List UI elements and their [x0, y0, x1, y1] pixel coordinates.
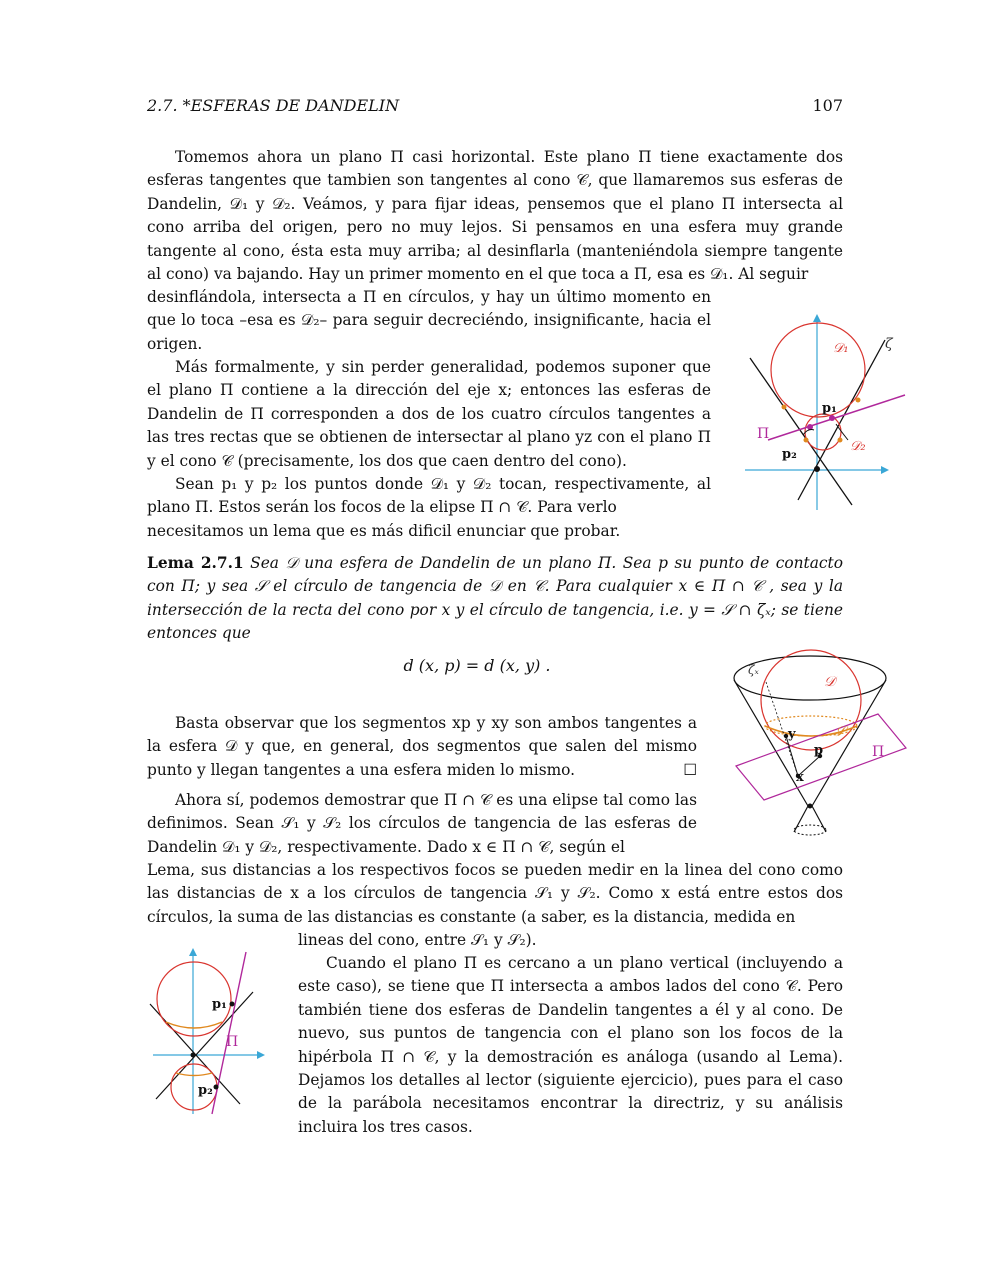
label-s: 𝒮	[834, 724, 845, 740]
running-header	[147, 96, 843, 120]
label-zeta-x: ζₓ	[748, 663, 759, 677]
tangency-circle-lower	[176, 1073, 212, 1076]
paragraph-4-tail: lineas del cono, entre 𝒮₁ y 𝒮₂).	[298, 931, 537, 949]
figure-hyperbola-case	[148, 944, 273, 1119]
tangent-point-orange	[804, 438, 809, 443]
label-p2: p₂	[782, 447, 797, 462]
sphere-d1	[771, 323, 865, 417]
paragraph-5: Cuando el plano Π es cercano a un plano vertical (incluyendo a este caso), se tiene que Π intersecta a ambos lados del cono 𝒞. Pero también tiene dos esferas de Dandelin tangentes a él y al cono. De nuevo, sus puntos de tangencia con el plano son los focos de la hipérbola Π ∩ 𝒞, y la demostración es análoga (usando al Lema). Dejamos los detalles al lector (siguiente ejercicio), pues para el caso de la parábola necesitamos encontrar la directriz, y su análisis incluira los tres casos.	[298, 954, 843, 1136]
paragraph-1: Tomemos ahora un plano Π casi horizontal. Este plano Π tiene exactamente dos esferas tangentes que tambien son tangentes al cono 𝒞, que llamaremos sus esferas de Dandelin, 𝒟₁ y 𝒟₂. Veámos, y para fijar ideas, pensemos que el plano Π intersecta al cono arriba del origen, pero no muy lejos. Si pensamos en una esfera muy grande tangente al cono, ésta esta muy arriba; al desinflarla (manteniéndola siempre tangente al cono) va bajando. Hay un primer momento en el que toca a Π, esa es 𝒟₁. Al seguir	[147, 148, 843, 284]
proof	[147, 712, 697, 782]
x-axis-arrow-icon	[881, 466, 889, 474]
label-zeta: ζ	[885, 336, 893, 352]
paragraph-2: Más formalmente, y sin perder generalidad, podemos suponer que el plano Π contiene a la dirección del eje x; entonces las esferas de Dandelin de Π corresponden a dos de los cuatro círculos tangentes a las tres rectas que se obtienen de intersectar al plano yz con el plano Π y el cono 𝒞 (precisamente, los dos que caen dentro del cono).	[147, 358, 711, 470]
label-pi: Π	[872, 744, 885, 760]
label-p2: p₂	[198, 1083, 213, 1098]
paragraph-4-continued: Lema, sus distancias a los respectivos focos se pueden medir en la linea del cono como las distancias de x a los círculos de tangencia 𝒮₁ y 𝒮₂. Como x está entre estos dos círculos, la suma de las distancias es constante (a saber, es la distancia, medida en	[147, 861, 843, 926]
cone-side-left	[734, 680, 808, 806]
qed-symbol: ☐	[683, 760, 697, 779]
label-pi: Π	[757, 426, 770, 442]
paragraph-4: Ahora sí, podemos demostrar que Π ∩ 𝒞 es una elipse tal como las definimos. Sean 𝒮₁ y 𝒮₂ los círculos de tangencia de las esferas de Dandelin 𝒟₁ y 𝒟₂, respectivamente. Dado x ∈ Π ∩ 𝒞, según el	[147, 791, 697, 856]
arrow-d2	[836, 424, 848, 440]
page-number: 107	[812, 96, 843, 115]
paragraph-3: Sean p₁ y p₂ los puntos donde 𝒟₁ y 𝒟₂ tocan, respectivamente, al plano Π. Estos serán los focos de la elipse Π ∩ 𝒞. Para verlo	[147, 475, 711, 517]
label-y: y	[788, 727, 796, 742]
label-d2: 𝒟₂	[850, 439, 866, 454]
lemma-text: Sea 𝒟 una esfera de Dandelin de un plano Π. Sea p su punto de contacto con Π; y sea 𝒮 el círculo de tangencia de 𝒟 en 𝒞. Para cualquier x ∈ Π ∩ 𝒞 , sea y la intersección de la recta del cono por x y el círculo de tangencia, i.e. y = 𝒮 ∩ ζₓ; se tiene entonces que	[147, 554, 843, 643]
paragraph-3-continued: necesitamos un lema que es más dificil enunciar que probar.	[147, 522, 621, 540]
cone-line-right	[798, 340, 885, 500]
paragraph-1-continued: desinflándola, intersecta a Π en círculos, y hay un último momento en que lo toca –esa es 𝒟₂– para seguir decreciéndo, insignificante, hacia el origen.	[147, 288, 711, 353]
label-d: 𝒟	[824, 674, 836, 690]
label-x: x	[796, 770, 804, 785]
tangency-circle-upper	[166, 1022, 222, 1028]
label-d1: 𝒟₁	[833, 341, 849, 356]
cone-side-right	[812, 680, 886, 806]
lemma	[147, 552, 843, 646]
cone-apex-point	[808, 804, 813, 809]
origin-point	[191, 1053, 196, 1058]
plane-pi-line	[212, 952, 246, 1114]
proof-text: Basta observar que los segmentos xp y xy son ambos tangentes a la esfera 𝒟 y que, en general, dos segmentos que salen del mismo punto y llegan tangentes a una esfera miden lo mismo.	[147, 714, 697, 779]
label-p1: p₁	[822, 401, 837, 416]
y-axis-arrow-icon	[813, 314, 821, 322]
cone-lower-right	[812, 806, 826, 832]
cone-lower-left	[794, 806, 808, 832]
point-p1	[230, 1002, 235, 1007]
point-p2	[214, 1085, 219, 1090]
figure-cone-sphere-3d	[728, 648, 913, 840]
label-pi: Π	[226, 1034, 239, 1050]
equation: d (x, p) = d (x, y) .	[403, 656, 551, 675]
label-p1: p₁	[212, 997, 227, 1012]
tangent-point-orange	[856, 398, 861, 403]
tangent-point-orange	[782, 405, 787, 410]
label-p: p	[814, 743, 824, 758]
origin-point	[814, 466, 820, 472]
figure-dandelin-cross-section	[740, 310, 915, 515]
y-axis-arrow-icon	[189, 948, 197, 956]
section-title: 2.7. *ESFERAS DE DANDELIN	[147, 96, 400, 115]
cone-bottom-rim	[794, 825, 826, 835]
x-axis-arrow-icon	[257, 1051, 265, 1059]
tangent-point-orange	[838, 438, 843, 443]
lemma-label: Lema 2.7.1	[147, 554, 244, 572]
